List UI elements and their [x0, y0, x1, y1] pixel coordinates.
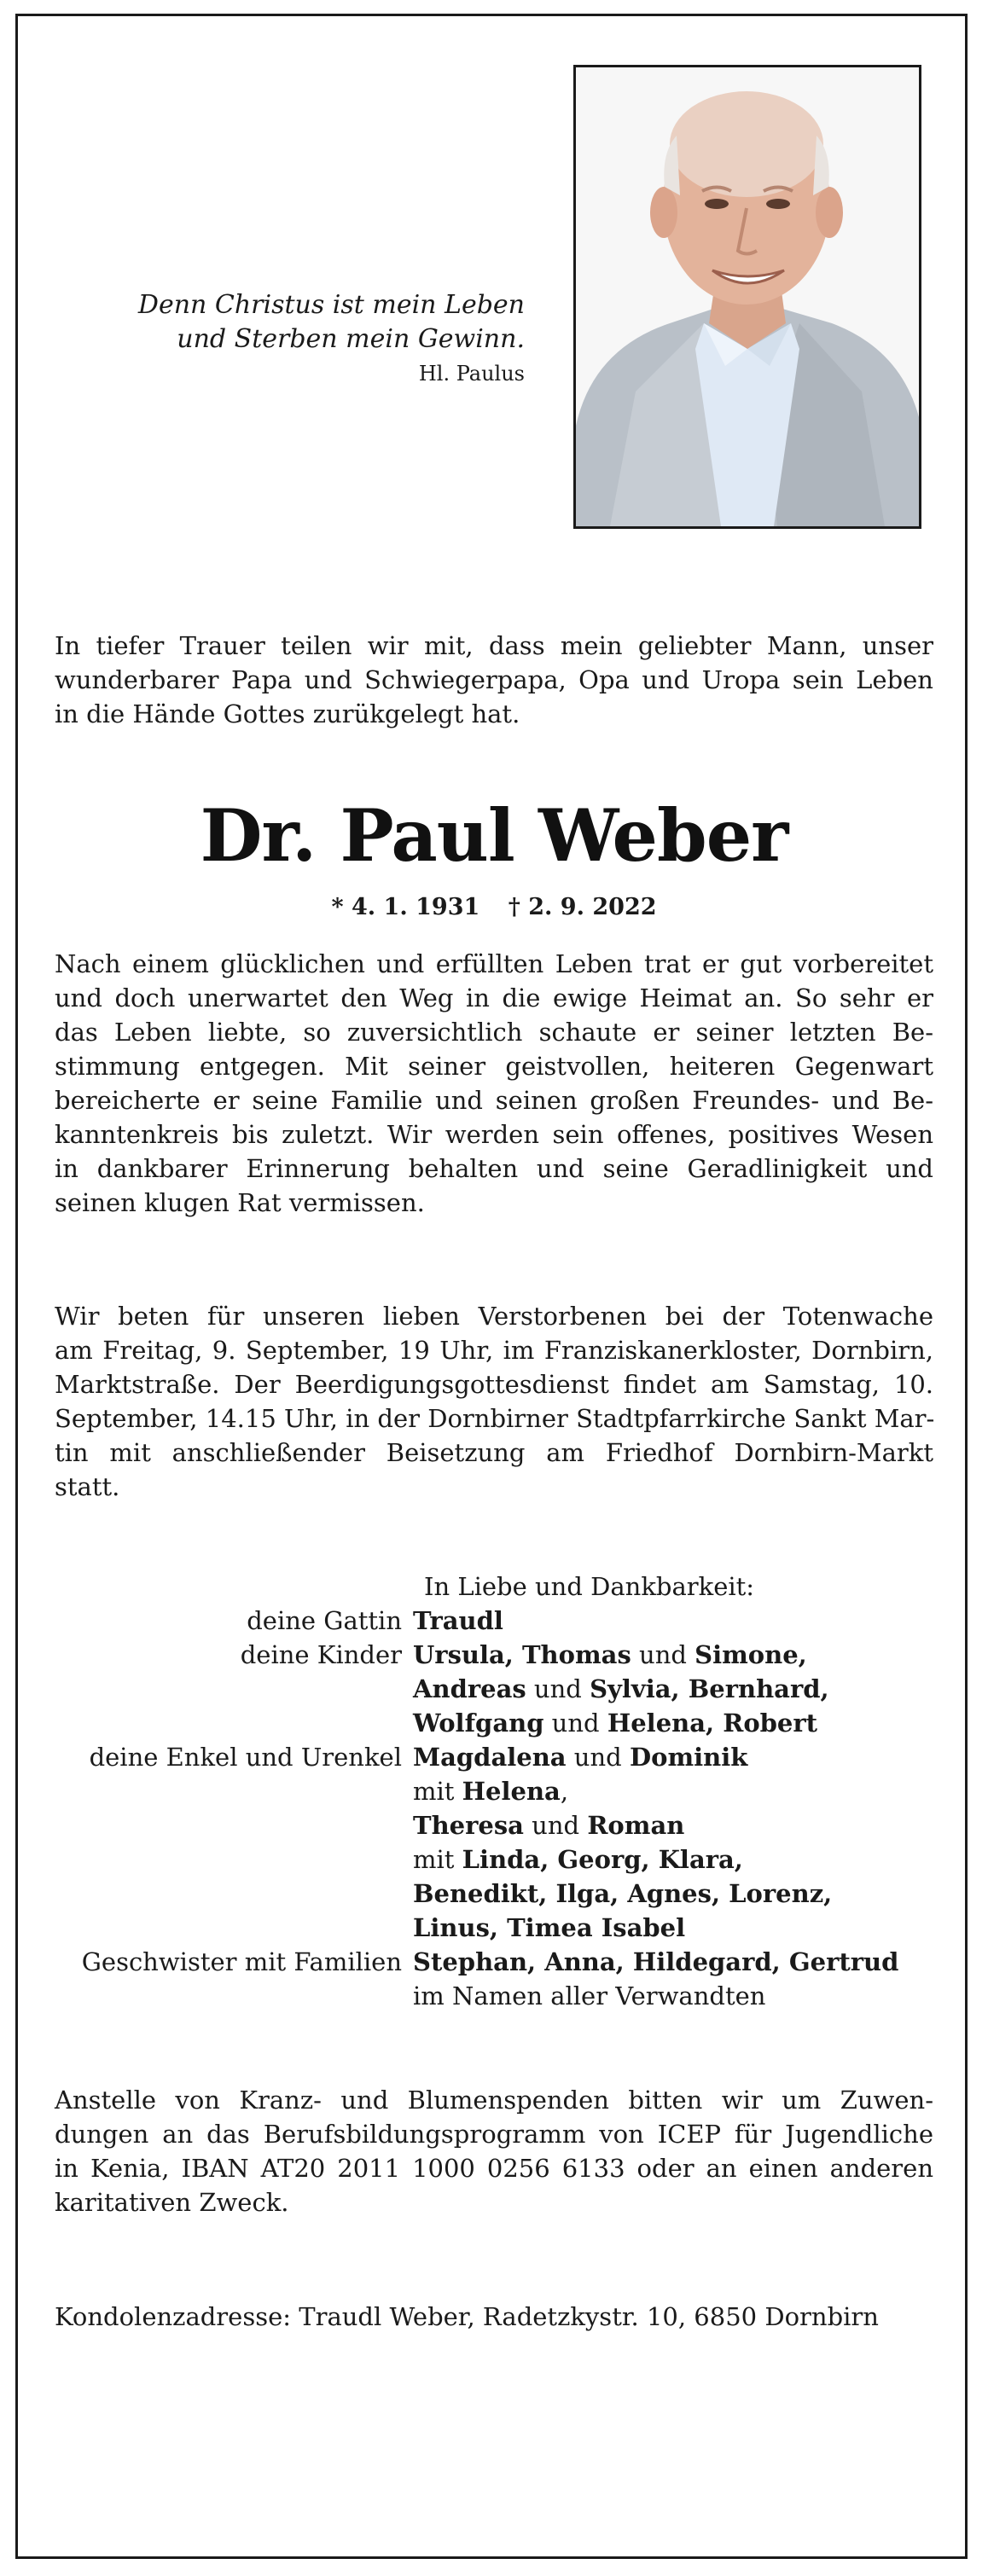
family-row	[55, 1877, 942, 1911]
connector-text: mit	[413, 1845, 462, 1874]
member-name: Sylvia, Bernhard,	[590, 1674, 829, 1703]
member-name: Linus, Timea Isabel	[413, 1913, 686, 1942]
family-members	[413, 1672, 942, 1706]
family-row	[55, 1911, 942, 1945]
connector-text: mit	[413, 1777, 462, 1806]
portrait-illustration	[576, 67, 919, 526]
relation-label: deine Enkel und Urenkel	[89, 1743, 402, 1772]
text-line: Nach einem glücklichen und erfüllten Leben trat er gut vorbereitet	[55, 949, 933, 978]
text-line: in dankbarer Erinnerung behalten und seine Geradlinigkeit und	[55, 1154, 933, 1183]
text-line: Wir beten für unseren lieben Verstorbenen bei der Totenwache	[55, 1302, 933, 1331]
intro-line: wunderbarer Papa und Schwiegerpapa, Opa und Uropa sein Leben	[55, 665, 933, 694]
family-members	[413, 1808, 942, 1842]
text-line: karitativen Zweck.	[55, 2188, 289, 2217]
member-name: Wolfgang	[413, 1709, 544, 1738]
portrait-photo	[573, 65, 921, 529]
connector-text: und	[526, 1674, 590, 1703]
family-members	[413, 1842, 942, 1877]
member-name: Traudl	[413, 1606, 503, 1635]
relation-label	[55, 1774, 413, 1808]
family-members	[413, 1706, 942, 1740]
text-line: stimmung entgegen. Mit seiner geistvollen, heiteren Gegenwart	[55, 1052, 933, 1081]
connector-text: im Namen aller Verwandten	[413, 1981, 766, 2010]
death-date: † 2. 9. 2022	[508, 894, 657, 920]
text-line: Kondolenzadresse: Traudl Weber, Radetzkystr. 10, 6850 Dornbirn	[55, 2302, 879, 2331]
connector-text: und	[543, 1709, 607, 1738]
member-name: Magdalena	[413, 1743, 567, 1772]
family-members	[413, 1740, 942, 1774]
quote-line-1: Denn Christus ist mein Leben	[137, 290, 525, 320]
connector-text: ,	[560, 1777, 569, 1806]
family-row	[55, 1774, 942, 1808]
member-name: Helena	[462, 1777, 561, 1806]
family-row	[55, 1604, 942, 1638]
member-name: Helena, Robert	[607, 1709, 818, 1738]
text-line: dungen an das Berufsbildungsprogramm von ICEP für Jugendliche	[55, 2120, 933, 2149]
family-row	[55, 1842, 942, 1877]
intro-line: in die Hände Gottes zurükgelegt hat.	[55, 699, 520, 728]
deceased-name: Dr. Paul Weber	[200, 793, 788, 878]
birth-date: * 4. 1. 1931	[331, 894, 480, 920]
funeral-paragraph	[55, 1299, 933, 1504]
member-name: Stephan, Anna, Hildegard, Gertrud	[413, 1947, 899, 1976]
member-name: Benedikt, Ilga, Agnes, Lorenz,	[413, 1879, 833, 1908]
relation-label	[55, 1808, 413, 1842]
family-members	[413, 1945, 942, 1979]
relation-label: deine Kinder	[240, 1640, 402, 1669]
family-members	[413, 1911, 942, 1945]
text-line: bereicherte er seine Familie und seinen großen Freundes- und Be-	[55, 1086, 933, 1115]
member-name: Roman	[587, 1811, 685, 1840]
relation-label	[55, 1877, 413, 1911]
family-members	[413, 1877, 942, 1911]
text-line: September, 14.15 Uhr, in der Dornbirner Stadtpfarrkirche Sankt Mar-	[55, 1404, 935, 1433]
connector-text: und	[631, 1640, 695, 1669]
text-line: Anstelle von Kranz- und Blumenspenden bitten wir um Zuwen-	[55, 2086, 933, 2115]
member-name: Dominik	[629, 1743, 748, 1772]
relation-label	[55, 1911, 413, 1945]
relation-label: deine Gattin	[247, 1606, 402, 1635]
connector-text: und	[523, 1811, 588, 1840]
family-members	[413, 1604, 942, 1638]
life-dates	[0, 892, 988, 923]
intro-text	[55, 629, 933, 731]
text-line: in Kenia, IBAN AT20 2011 1000 0256 6133 oder an einen anderen	[55, 2154, 933, 2183]
bible-quote	[132, 288, 525, 389]
text-line: tin mit anschließender Beisetzung am Friedhof Dornbirn-Markt	[55, 1438, 933, 1467]
family-row	[55, 1672, 942, 1706]
condolence-address	[55, 2300, 933, 2334]
family-members	[413, 1774, 942, 1808]
connector-text: und	[566, 1743, 630, 1772]
member-name: Ursula, Thomas	[413, 1640, 631, 1669]
family-list	[55, 1604, 942, 2013]
family-row	[55, 1740, 942, 1774]
intro-line: In tiefer Trauer teilen wir mit, dass mein geliebter Mann, unser	[55, 631, 933, 660]
text-line: statt.	[55, 1472, 120, 1501]
family-row	[55, 1706, 942, 1740]
donation-paragraph	[55, 2083, 933, 2219]
family-heading: In Liebe und Dankbarkeit:	[424, 1572, 755, 1601]
family-members	[413, 1979, 942, 2013]
family-members	[413, 1638, 942, 1672]
quote-line-2: und Sterben mein Gewinn.	[177, 324, 525, 354]
member-name: Andreas	[413, 1674, 526, 1703]
text-line: seinen klugen Rat vermissen.	[55, 1188, 425, 1217]
member-name: Simone,	[695, 1640, 807, 1669]
text-line: das Leben liebte, so zuversichtlich schaute er seiner letzten Be-	[55, 1018, 933, 1047]
quote-author: Hl. Paulus	[418, 362, 525, 386]
relation-label	[55, 1842, 413, 1877]
relation-label: Geschwister mit Familien	[81, 1947, 402, 1976]
family-row	[55, 1808, 942, 1842]
family-row	[55, 1945, 942, 1979]
family-row	[55, 1638, 942, 1672]
relation-label	[55, 1979, 413, 2013]
family-row	[55, 1979, 942, 2013]
text-line: kanntenkreis bis zuletzt. Wir werden sein offenes, positives Wesen	[55, 1120, 933, 1149]
relation-label	[55, 1706, 413, 1740]
life-paragraph	[55, 947, 933, 1220]
text-line: Marktstraße. Der Beerdigungsgottesdienst findet am Samstag, 10.	[55, 1370, 933, 1399]
member-name: Linda, Georg, Klara,	[462, 1845, 743, 1874]
text-line: am Freitag, 9. September, 19 Uhr, im Franziskanerkloster, Dornbirn,	[55, 1336, 933, 1365]
member-name: Theresa	[413, 1811, 524, 1840]
relation-label	[55, 1672, 413, 1706]
text-line: und doch unerwartet den Weg in die ewige Heimat an. So sehr er	[55, 983, 933, 1012]
